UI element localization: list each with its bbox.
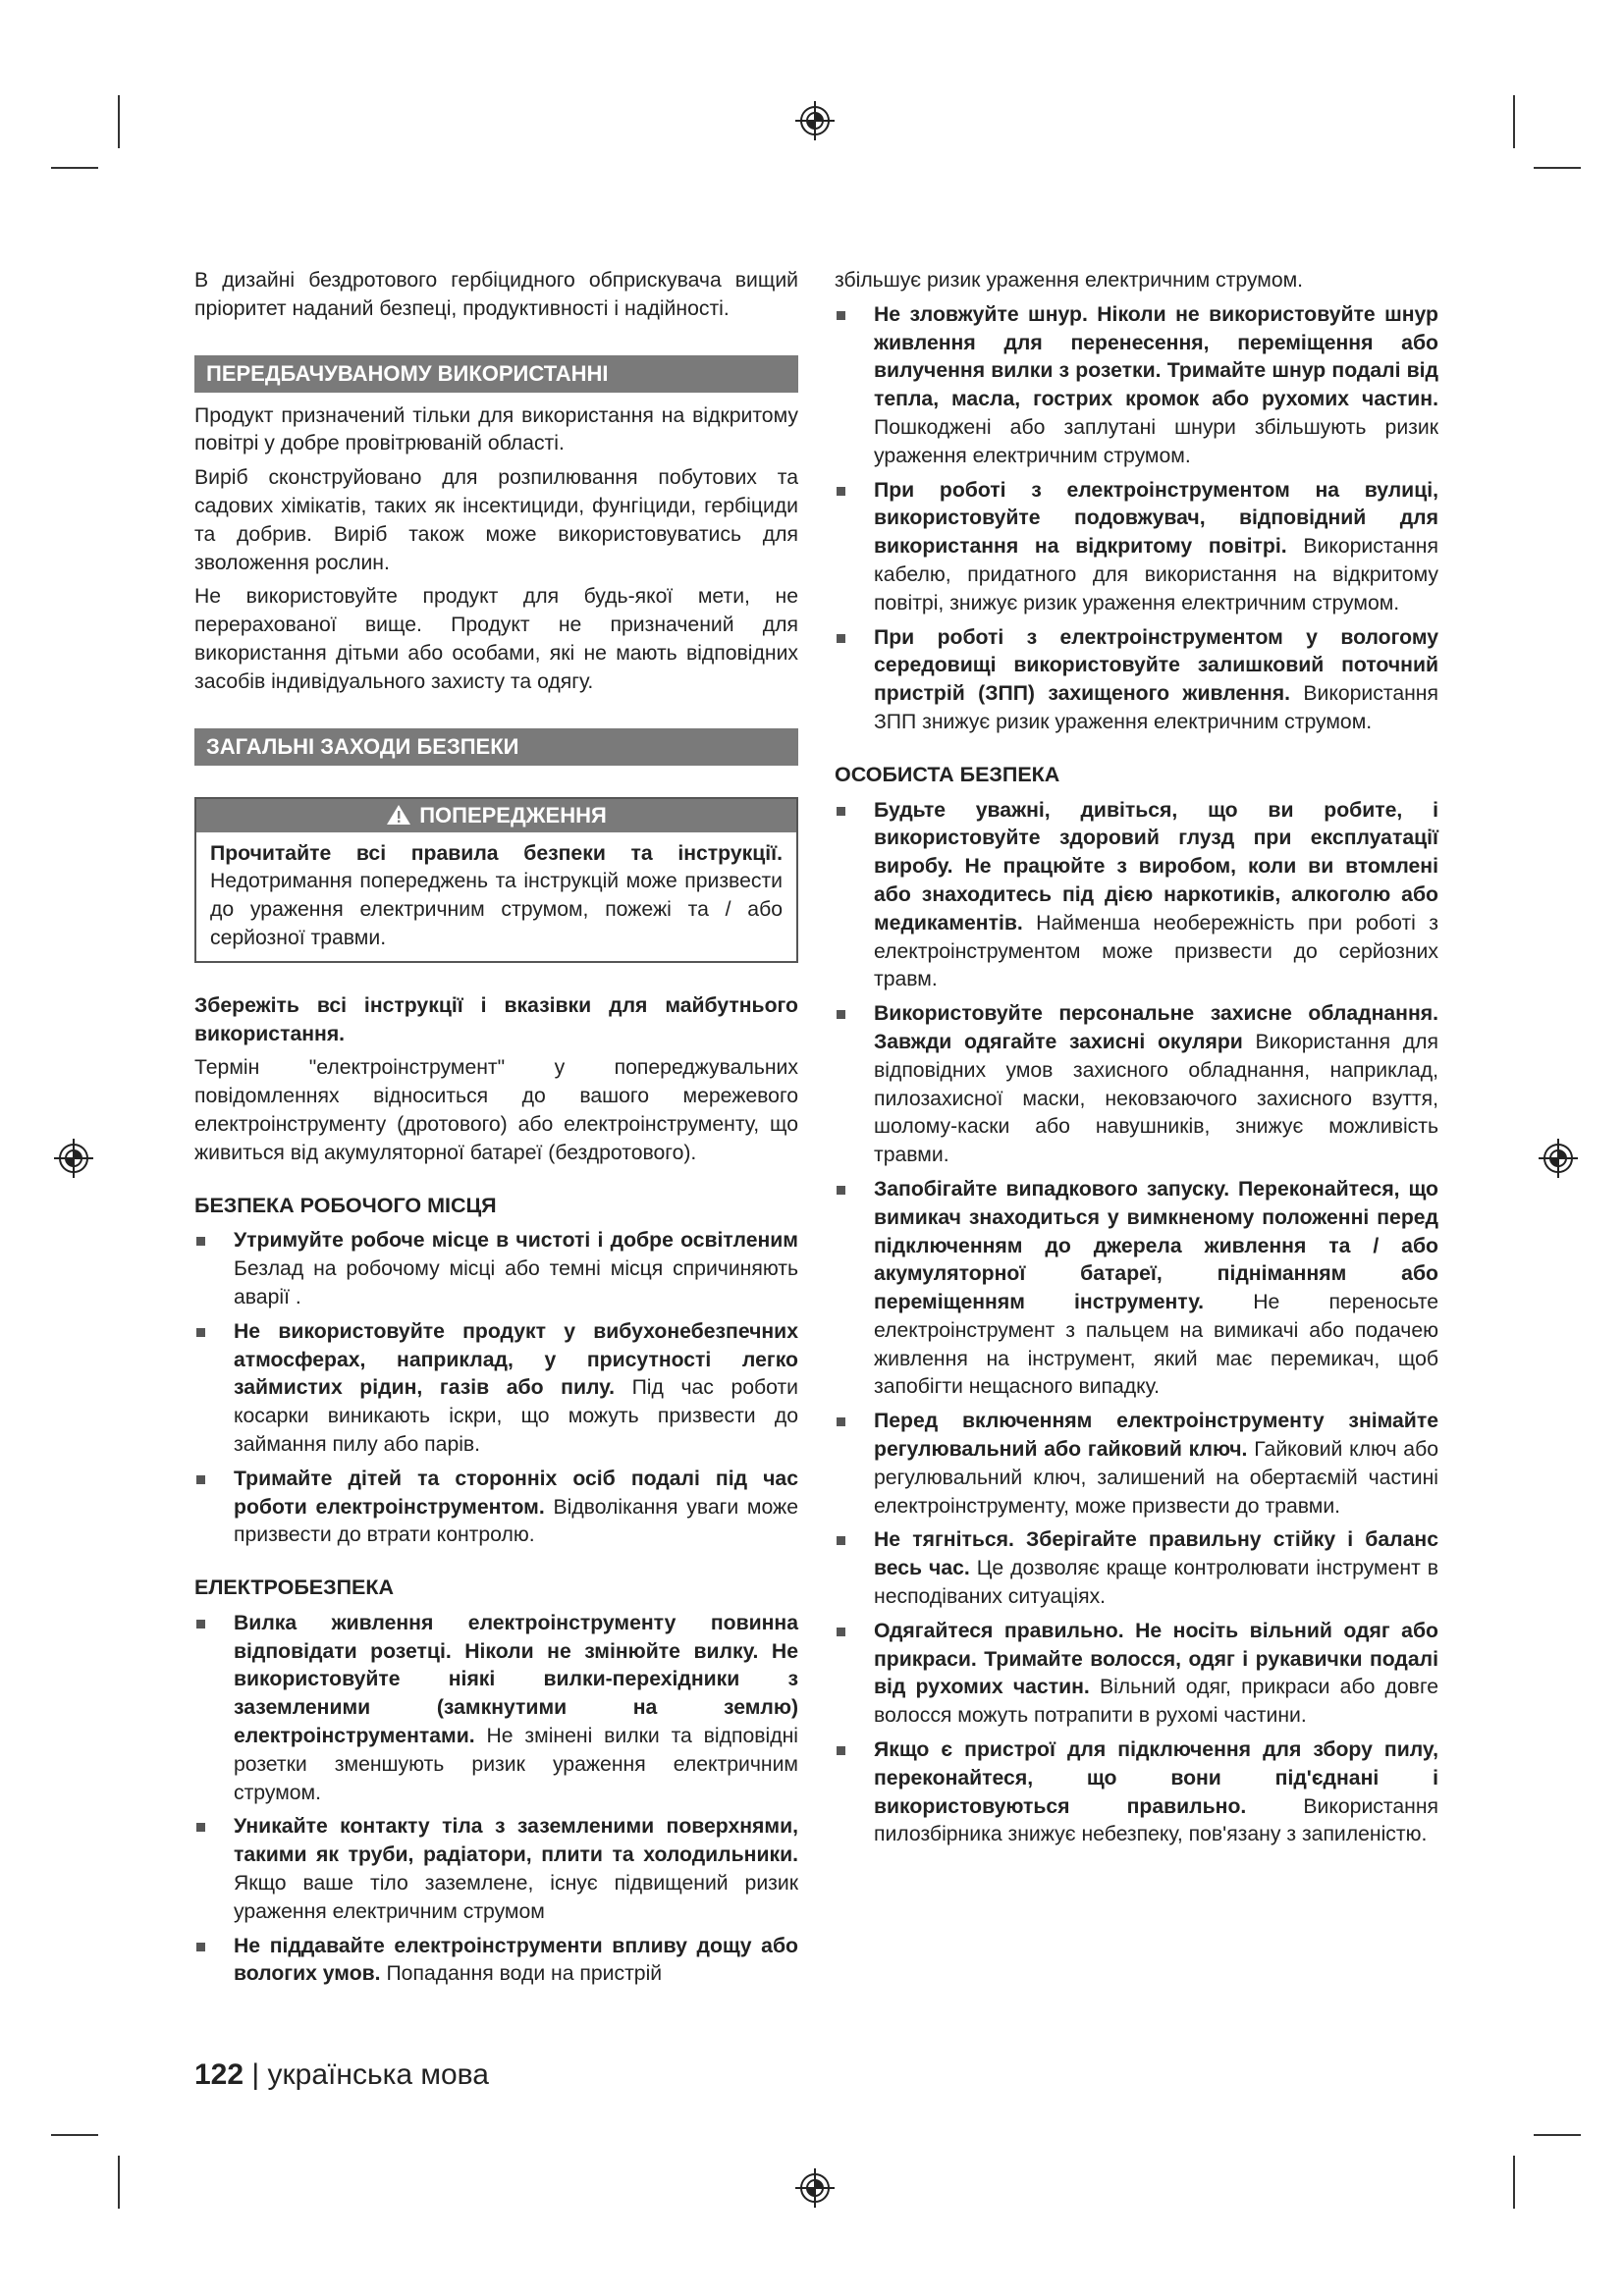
item-bold: Вилка живлення електроінструменту повинна відповідати розетці. Ніколи не змінюйте вилку. Не використовуйте ніякі вилки-перехідники з заземленими (замкнутими на землю) електроінструментами. — [234, 1611, 798, 1748]
list-item — [835, 1176, 1438, 1402]
bullet-square-icon — [837, 634, 845, 643]
bullet-square-icon — [837, 311, 845, 320]
item-bold: Не зловжуйте шнур. Ніколи не використовуйте шнур живлення для перенесення, переміщення або вилучення вилки з розетки. Тримайте шнур подалі від тепла, масла, гострих кромок або рухомих частин. — [874, 302, 1438, 411]
bullet-square-icon — [196, 1328, 205, 1337]
electrical-list — [194, 1610, 798, 1989]
list-item — [194, 1813, 798, 1926]
list-item — [835, 624, 1438, 737]
page-footer — [194, 2058, 489, 2092]
item-bold: Одягайтеся правильно. Не носіть вільний одяг або прикраси. Тримайте волосся, одяг і рукавички подалі від рухомих частин. — [874, 1619, 1438, 1699]
item-bold: Уникайте контакту тіла з заземленими поверхнями, такими як труби, радіатори, плити та холодильники. — [234, 1815, 798, 1867]
paragraph: Виріб сконструйовано для розпилювання побутових та садових хімікатів, таких як інсектициди, фунгіциди, гербіциди та добрив. Виріб також може використовуватись для зволоження рослин. — [194, 466, 798, 574]
term-paragraph: Термін "електроінструмент" у попереджувальних повідомленнях відноситься до вашого мережевого електроінструменту (дротового) або електроінструменту, що живиться від акумуляторної батареї (бездротового). — [194, 1056, 798, 1164]
list-item — [835, 797, 1438, 995]
item-text: Використання кабелю, придатного для використання на відкритому повітрі, знижує ризик ураження електричним струмом. — [874, 535, 1438, 614]
bullet-square-icon — [196, 1823, 205, 1832]
list-item — [194, 1318, 798, 1460]
list-item — [194, 1227, 798, 1311]
registration-mark-icon — [52, 1137, 95, 1180]
page-number: 122 — [194, 2058, 244, 2091]
warning-bold-text: Прочитайте всі правила безпеки та інструкції. — [210, 841, 783, 865]
electrical-list-continued — [835, 301, 1438, 737]
warning-body — [196, 832, 796, 961]
crop-mark — [51, 2134, 98, 2136]
warning-text: Недотримання попереджень та інструкцій може призвести до ураження електричним струмом, пожежі та / або серйозної травми. — [210, 870, 783, 949]
bullet-square-icon — [196, 1237, 205, 1246]
item-bold: Використовуйте персональне захисне обладнання. Завжди одягайте захисні окуляри — [874, 1002, 1438, 1053]
item-bold: Не використовуйте продукт у вибухонебезпечних атмосферах, наприклад, у присутності легко займистих рідин, газів або пилу. — [234, 1319, 798, 1400]
item-bold: Не тягніться. Зберігайте правильну стійку і баланс весь час. — [874, 1528, 1438, 1580]
subheading-electrical: ЕЛЕКТРОБЕЗПЕКА — [194, 1575, 395, 1600]
bullet-square-icon — [837, 1010, 845, 1019]
save-instructions: Збережіть всі інструкції і вказівки для майбутнього використання. — [194, 993, 798, 1045]
bullet-square-icon — [837, 807, 845, 816]
bullet-square-icon — [837, 1628, 845, 1636]
list-item — [835, 301, 1438, 471]
item-bold: Утримуйте робоче місце в чистоті і добре освітленим — [234, 1229, 798, 1253]
warning-header — [196, 799, 796, 832]
item-bold: При роботі з електроінструментом на вулиці, використовуйте подовжувач, відповідний для використання на відкритому повітрі. — [874, 478, 1438, 559]
crop-mark — [1534, 167, 1581, 169]
item-bold: При роботі з електроінструментом у вологому середовищі використовуйте залишковий поточний пристрій (ЗПП) захищеного живлення. — [874, 625, 1438, 706]
item-bold: Не піддавайте електроінструменти впливу дощу або вологих умов. — [234, 1934, 798, 1986]
item-text: Безлад на робочому місці або темні місця спричиняють аварії . — [234, 1257, 798, 1308]
list-item — [835, 1526, 1438, 1611]
registration-mark-icon — [1537, 1137, 1580, 1180]
warning-box — [194, 797, 798, 963]
bullet-square-icon — [837, 1186, 845, 1195]
list-item — [194, 1933, 798, 1990]
list-item — [835, 477, 1438, 618]
item-text: Пошкоджені або заплутані шнури збільшують ризик ураження електричним струмом. — [874, 415, 1438, 467]
bullet-square-icon — [196, 1620, 205, 1629]
item-text: Попадання води на пристрій — [386, 1962, 663, 1986]
registration-mark-icon — [793, 2166, 837, 2210]
bullet-square-icon — [837, 1417, 845, 1426]
section-heading-general-safety: ЗАГАЛЬНІ ЗАХОДИ БЕЗПЕКИ — [194, 728, 798, 766]
subheading-work-area: БЕЗПЕКА РОБОЧОГО МІСЦЯ — [194, 1193, 497, 1217]
bullet-square-icon — [837, 487, 845, 496]
item-text: Використання пилозбірника знижує небезпеку, пов'язану з запиленістю. — [874, 1794, 1439, 1846]
right-column — [835, 267, 1438, 1855]
warning-title: ПОПЕРЕДЖЕННЯ — [419, 802, 607, 828]
item-text: Не переносьте електроінструмент з пальцем на вимикачі або подачею живлення на інструмент, який має перемикач, щоб запобігти нещасного випадку. — [874, 1291, 1438, 1399]
subheading-personal: ОСОБИСТА БЕЗПЕКА — [835, 762, 1060, 786]
item-text: Це дозволяє краще контролювати інструмент в несподіваних ситуаціях. — [874, 1557, 1438, 1609]
paragraph: Не використовуйте продукт для будь-якої мети, не перерахованої вище. Продукт не призначений для використання дітьми або особами, які не мають відповідних засобів індивідуального захисту та одягу. — [194, 585, 798, 693]
list-item — [194, 1610, 798, 1808]
crop-mark — [1534, 2134, 1581, 2136]
item-text: Гайковий ключ або регулювальний ключ, залишений на обертаємій частині електроінструменту, може призвести до травми. — [874, 1438, 1438, 1518]
item-text: Якщо ваше тіло заземлене, існує підвищений ризик ураження електричним струмом — [234, 1872, 798, 1923]
registration-mark-icon — [793, 99, 837, 142]
item-text: Під час роботи косарки виникають іскри, що можуть призвести до займання пилу або парів. — [234, 1376, 798, 1456]
item-bold: Тримайте дітей та сторонніх осіб подалі під час роботи електроінструментом. — [234, 1467, 798, 1519]
item-bold: Якщо є пристрої для підключення для збору пилу, переконайтеся, що вони під'єднані і використовуються правильно. — [874, 1738, 1438, 1818]
item-text: Вільний одяг, прикраси або довге волосся можуть потрапити в рухомі частини. — [874, 1676, 1438, 1728]
crop-mark — [118, 95, 120, 148]
left-column — [194, 267, 798, 1995]
item-text: Відволікання уваги може призвести до втрати контролю. — [234, 1495, 798, 1547]
work-area-list — [194, 1227, 798, 1550]
warning-triangle-icon — [386, 804, 411, 826]
crop-mark — [51, 167, 98, 169]
bullet-square-icon — [196, 1475, 205, 1484]
personal-list — [835, 797, 1438, 1850]
item-bold: Запобігайте випадкового запуску. Переконайтеся, що вимикач знаходиться у вимкненому положенні перед підключенням до джерела живлення та / або акумуляторної батареї, підніманням або переміщенням інструменту. — [874, 1177, 1438, 1314]
intro-paragraph: В дизайні бездротового гербіцидного обприскувача вищий пріоритет наданий безпеці, продуктивності і надійності. — [194, 269, 798, 320]
item-bold: Будьте уважні, дивіться, що ви робите, і використовуйте здоровий глузд при експлуатації виробу. Не працюйте з виробом, коли ви втомлені або знаходитесь під дією наркотиків, алкоголю або медикаментів. — [874, 798, 1438, 934]
item-text: Найменша необережність при роботі з електроінструментом може призвести до серйозних травм. — [874, 911, 1439, 991]
list-item — [835, 1408, 1438, 1521]
bullet-square-icon — [837, 1746, 845, 1755]
bullet-square-icon — [196, 1943, 205, 1951]
paragraph: Продукт призначений тільки для використання на відкритому повітрі у добре провітрюваній області. — [194, 403, 798, 455]
footer-language: українська мова — [267, 2058, 489, 2091]
bullet-square-icon — [837, 1536, 845, 1545]
continuation-text: збільшує ризик ураження електричним струмом. — [835, 269, 1304, 292]
list-item — [835, 1000, 1438, 1170]
item-text: Використання для відповідних умов захисного обладнання, наприклад, пилозахисної маски, нековзаючого захисного взуття, шолому-каски або навушників, знижує можливість травми. — [874, 1030, 1438, 1167]
crop-mark — [1513, 95, 1515, 148]
list-item — [194, 1466, 798, 1550]
item-text: Не змінені вилки та відповідні розетки зменшують ризик ураження електричним струмом. — [234, 1725, 798, 1804]
item-text: Використання ЗПП знижує ризик ураження електричним струмом. — [874, 682, 1438, 733]
crop-mark — [1513, 2156, 1515, 2209]
crop-mark — [118, 2156, 120, 2209]
list-item — [835, 1736, 1438, 1849]
list-item — [835, 1618, 1438, 1731]
footer-separator: | — [251, 2058, 260, 2091]
item-bold: Перед включенням електроінструменту знімайте регулювальний або гайковий ключ. — [874, 1410, 1438, 1462]
section-heading-intended-use: ПЕРЕДБАЧУВАНОМУ ВИКОРИСТАННІ — [194, 355, 798, 393]
